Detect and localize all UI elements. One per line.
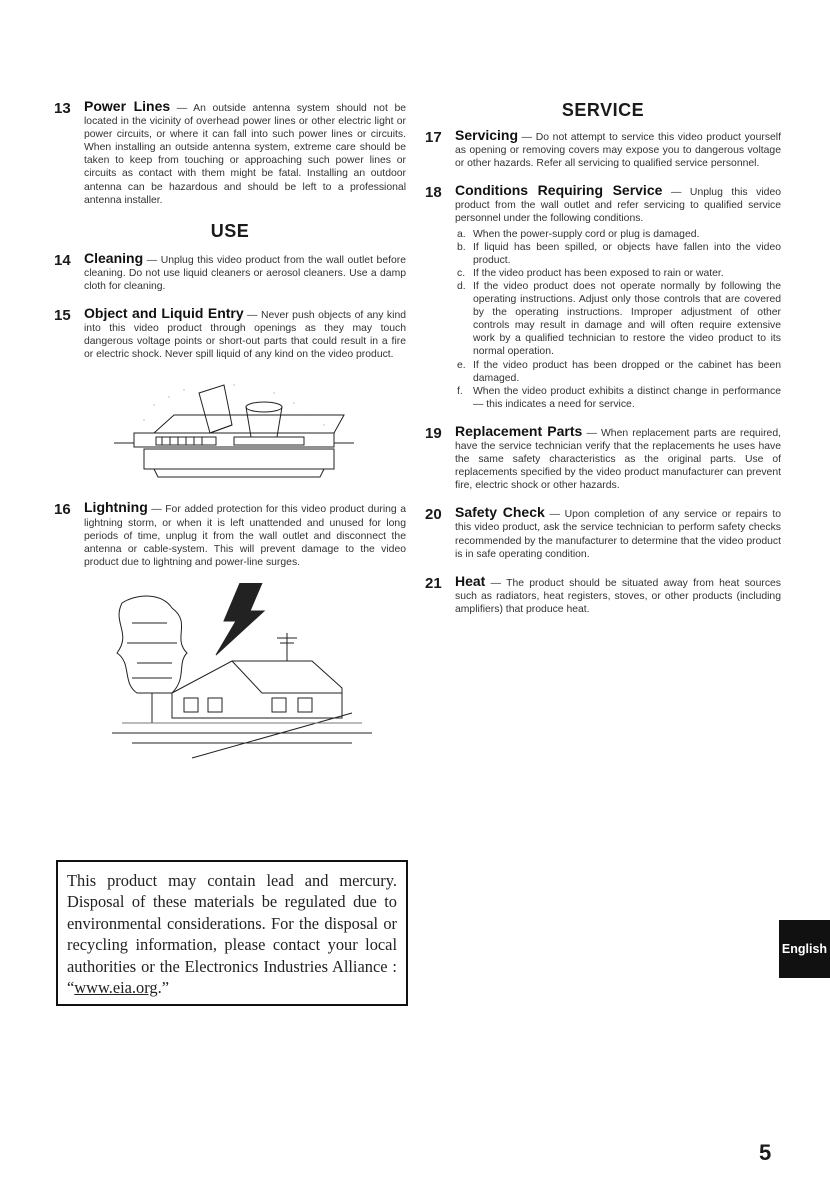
list-item	[455, 280, 781, 359]
service-heading: SERVICE	[561, 100, 645, 120]
item-title: Safety Check	[455, 504, 545, 521]
right-column	[425, 100, 781, 630]
eia-link[interactable]: www.eia.org	[74, 978, 158, 998]
item-body: — An outside antenna system should not be located in the vicinity of overhead power lines or other electric light or power circuits, or where it can fall into such power lines or circuits. When installing an outside antenna system, extreme care should be taken to keep from touching or approaching such power lines or circuits as contact with them might be fatal. Installing an outdoor antenna can be hazardous and should be left to a professional antenna installer.	[84, 103, 406, 206]
item-19	[425, 422, 781, 492]
item-15	[54, 307, 406, 361]
list-letter: f.	[457, 385, 463, 397]
item-title: Cleaning	[84, 249, 144, 266]
item-21	[425, 572, 781, 616]
item-body: — For added protection for this video product during a lightning storm, or when it is left unattended and unused for long periods of time, unplug it from the wall outlet and disconnect the antenna or cable-system. This will prevent damage to the video product due to lightning and power-line surges.	[84, 504, 406, 568]
left-column	[54, 100, 406, 763]
item-title: Replacement Parts	[455, 422, 583, 439]
list-text: If liquid has been spilled, or objects have fallen into the video product.	[473, 241, 781, 266]
list-text: When the video product exhibits a distinct change in performance — this indicates a need for service.	[473, 385, 781, 410]
item-number: 19	[425, 424, 442, 442]
item-title: Heat	[455, 572, 486, 589]
item-body: — Never push objects of any kind into this video product through openings as they may touch dangerous voltage points or short-out parts that could result in a fire or electric shock. Never spill liquid of any kind on the video product.	[84, 310, 406, 361]
item-title: Power Lines	[84, 98, 171, 114]
item-body: — When replacement parts are required, have the service technician verify that the replacements he uses have the same safety characteristics as the original parts. Use of replacements specified by the video product manufacturer can prevent fire, electric shock or other hazards.	[455, 427, 781, 492]
item-number: 14	[54, 251, 71, 269]
item-16	[54, 501, 406, 568]
item-number: 21	[425, 574, 442, 592]
list-letter: c.	[457, 267, 466, 279]
list-letter: a.	[457, 228, 466, 240]
item-body: — Unplug this video product from the wall outlet before cleaning. Do not use liquid cleaners or aerosol cleaners. Use a damp cloth for cleaning.	[84, 254, 406, 292]
list-text: When the power-supply cord or plug is damaged.	[473, 228, 700, 240]
item-body: — Unplug this video product from the wall outlet and refer servicing to qualified service personnel under the following conditions.	[455, 187, 782, 225]
item-title: Object and Liquid Entry	[84, 305, 244, 322]
lead-mercury-notice	[56, 860, 408, 1006]
notice-text: This product may contain lead and mercury. Disposal of these materials be regulated due to environmental considerations. For the disposal or recycling information, please contact your local authorities or the Electronics Industries Alliance : “	[67, 871, 397, 998]
item-number: 13	[54, 100, 71, 117]
item-body: — Do not attempt to service this video product yourself as opening or removing covers may expose you to dangerous voltage or other hazards. Refer all servicing to qualified service personnel.	[455, 132, 781, 170]
list-letter: e.	[457, 359, 466, 371]
item-title: Conditions Requiring Service	[455, 182, 663, 199]
item-body: — The product should be situated away from heat sources such as radiators, heat registers, stoves, or other products (including amplifiers) that produce heat.	[455, 577, 781, 615]
list-item	[455, 359, 781, 385]
item-title: Servicing	[455, 127, 519, 143]
item-17	[425, 129, 781, 170]
list-letter: d.	[457, 280, 466, 292]
list-text: If the video product does not operate normally by following the operating instructions. Adjust only those controls that are covered by the operating instructions. Improper adjustment of other controls may result in damage and will often require extensive work by a qualified technician to restore the video product to its normal operation.	[473, 280, 781, 358]
page-number: 5	[759, 1140, 772, 1165]
use-heading: USE	[210, 220, 250, 241]
conditions-list	[455, 228, 781, 411]
language-tab[interactable]: English	[779, 920, 830, 978]
list-text: If the video product has been dropped or the cabinet has been damaged.	[473, 359, 781, 384]
item-number: 18	[425, 184, 442, 202]
list-text: If the video product has been exposed to rain or water.	[473, 267, 724, 279]
item-13	[54, 100, 406, 207]
item-number: 17	[425, 129, 442, 146]
item-number: 15	[54, 307, 71, 325]
item-14	[54, 249, 406, 293]
item-title: Lightning	[84, 499, 148, 516]
vcr-liquid-illustration	[114, 375, 354, 485]
list-item	[455, 228, 781, 241]
lightning-house-illustration	[112, 583, 372, 763]
item-body: — Upon completion of any service or repairs to this video product, ask the service technician to perform safety checks recommended by the manufacturer to determine that the video product is in safe operating condition.	[455, 509, 781, 560]
list-item	[455, 267, 781, 280]
item-18	[425, 184, 781, 411]
list-item	[455, 241, 781, 267]
item-20	[425, 506, 781, 560]
notice-tail: .”	[157, 978, 169, 998]
item-number: 20	[425, 506, 442, 524]
list-item	[455, 385, 781, 411]
list-letter: b.	[457, 241, 466, 253]
item-number: 16	[54, 501, 71, 519]
